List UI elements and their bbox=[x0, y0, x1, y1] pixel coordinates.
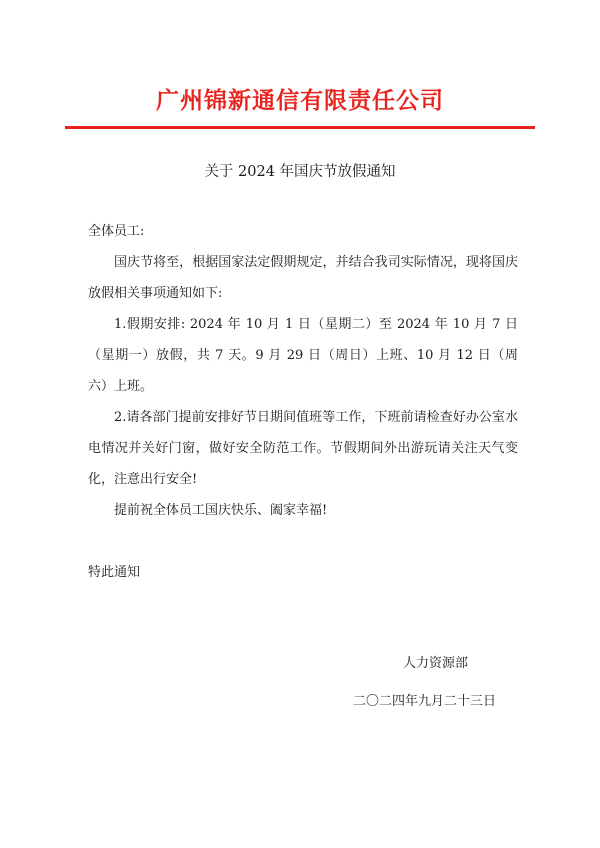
salutation: 全体员工: bbox=[88, 224, 145, 239]
paragraph-intro: 国庆节将至，根据国家法定假期规定，并结合我司实际情况，现将国庆放假相关事项通知如下: bbox=[88, 255, 518, 301]
header-divider bbox=[65, 126, 535, 129]
paragraph-greeting: 提前祝全体员工国庆快乐、阖家幸福! bbox=[114, 503, 328, 518]
paragraph-holiday-schedule: 1.假期安排: 2024 年 10 月 1 日（星期二）至 2024 年 10 月 7 日（星期一）放假，共 7 天。9 月 29 日（周日）上班、10 月 12 日（周六）上班。 bbox=[88, 317, 518, 394]
company-name: 广州锦新通信有限责任公司 bbox=[156, 88, 444, 114]
closing-statement: 特此通知 bbox=[88, 565, 141, 580]
signature-date: 二〇二四年九月二十三日 bbox=[353, 694, 497, 709]
document-title: 关于 2024 年国庆节放假通知 bbox=[204, 164, 396, 180]
paragraph-safety-instructions: 2.请各部门提前安排好节日期间值班等工作，下班前请检查好办公室水电情况并关好门窗，做好安全防范工作。节假期间外出游玩请关注天气变化，注意出行安全! bbox=[88, 410, 518, 487]
signer-department: 人力资源部 bbox=[403, 656, 469, 671]
